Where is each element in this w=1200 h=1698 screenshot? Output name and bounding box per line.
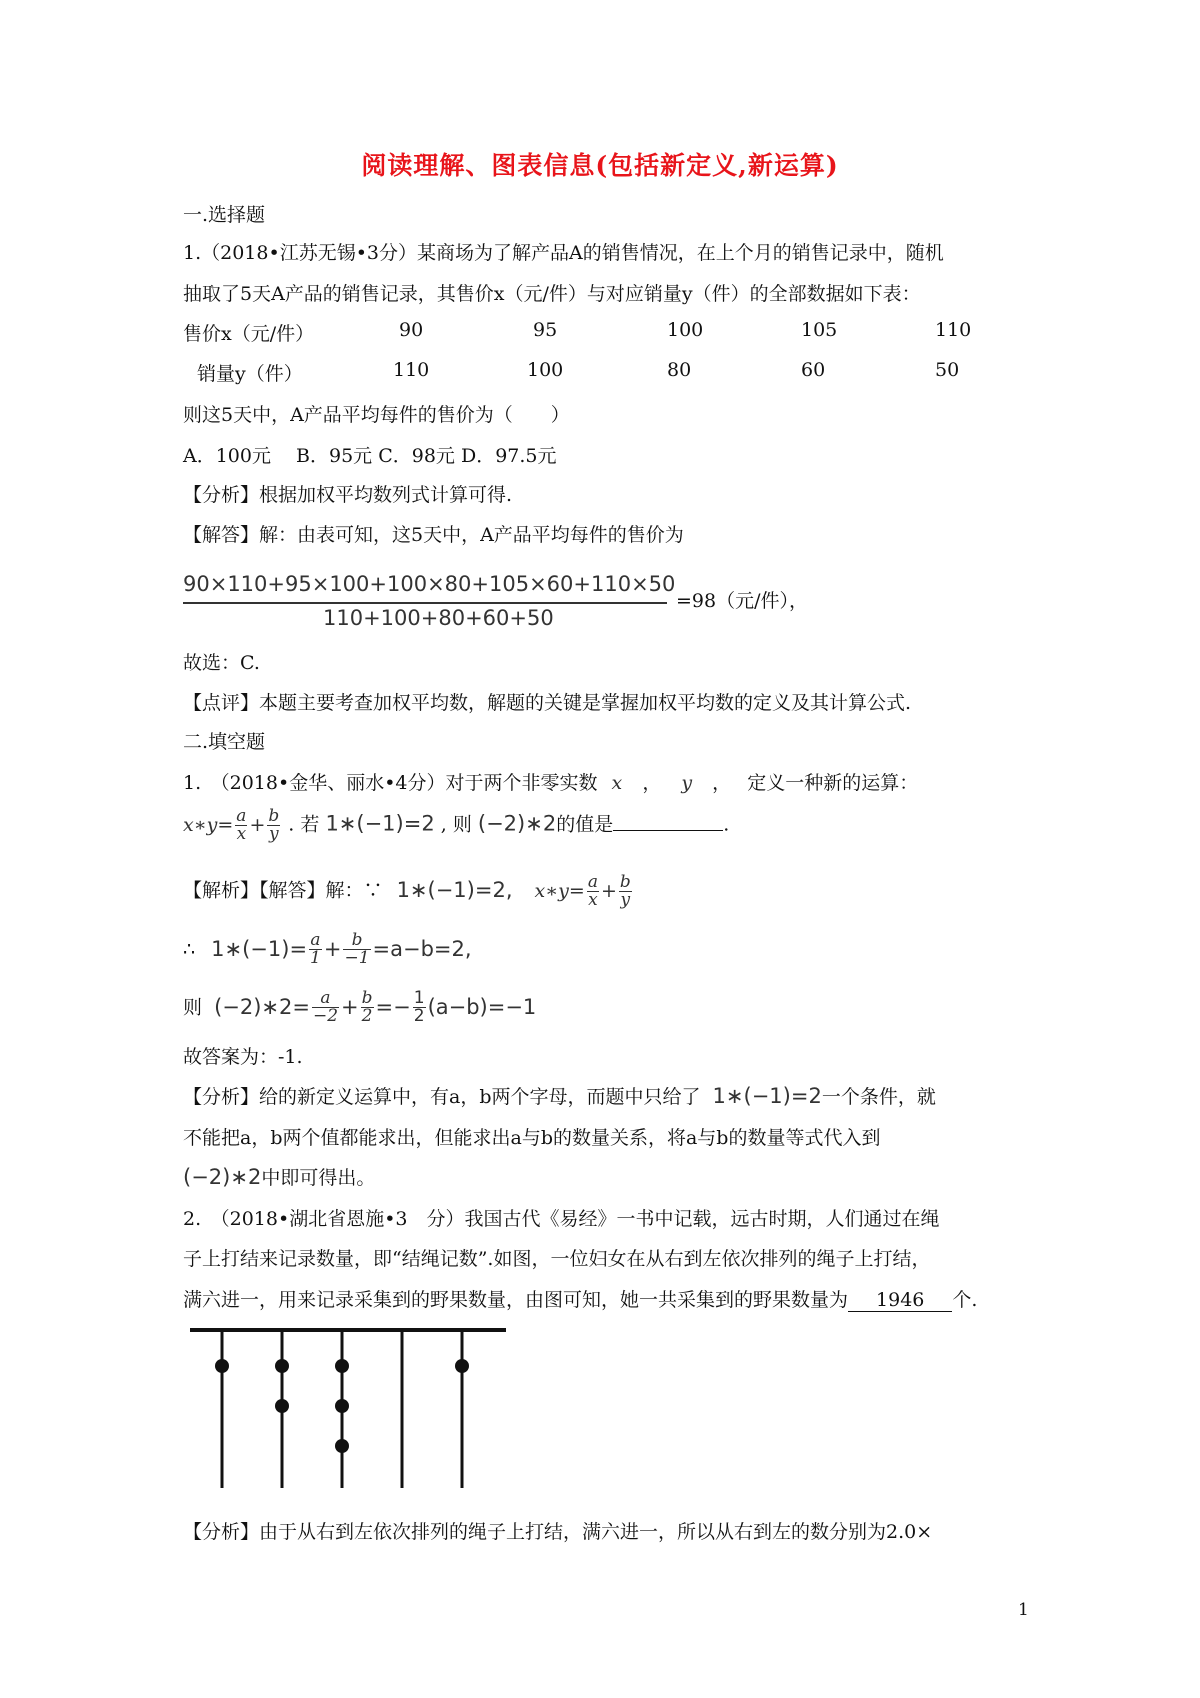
var-y: y (681, 772, 693, 794)
q2-analysis-line2: 不能把a，b两个值都能求出，但能求出a与b的数量关系，将a与b的数量等式代入到 (183, 1127, 881, 1149)
q2-analysis-line3: (−2)∗2中即可得出。 (183, 1165, 376, 1189)
table-cell: 110 (935, 319, 972, 341)
rope-knot (335, 1439, 349, 1453)
q1-data-table (183, 319, 1023, 395)
q3-analysis: 【分析】由于从右到左依次排列的绳子上打结，满六进一，所以从右到左的数分别为2.0× (183, 1521, 933, 1543)
q1-solution: 【解答】解：由表可知，这5天中，A产品平均每件的售价为 (183, 524, 684, 546)
page-title: 阅读理解、图表信息(包括新定义,新运算) (361, 151, 839, 180)
q2-text-line2: x∗y= $\frac{a}{x}$ + $\frac{b}{y}$ . 若 1∗(−1)=2 , 则 (−2)∗2的值是 . (183, 806, 730, 844)
q2-analysis-line1: 【分析】给的新定义运算中，有a，b两个字母，而题中只给了 1∗(−1)=2一个条件，就 (183, 1084, 936, 1108)
formula-numerator: 90×110+95×100+100×80+105×60+110×50 (183, 572, 676, 596)
q1-text-line2: 抽取了5天A产品的销售记录，其售价x（元/件）与对应销量y（件）的全部数据如下表： (183, 283, 921, 305)
q1-question: 则这5天中，A产品平均每件的售价为（ ） (183, 404, 570, 426)
table-row-label: 售价x（元/件） (183, 323, 315, 345)
table-cell: 50 (935, 359, 960, 381)
q1-options: A．100元 B．95元 C．98元 D．97.5元 (183, 445, 557, 467)
q3-text-line3: 满六进一，用来记录采集到的野果数量，由图可知，她一共采集到的野果数量为 1946 个. (183, 1289, 978, 1311)
answer-blank (613, 812, 723, 831)
q3-answer: 1946 (848, 1289, 952, 1312)
q1-weighted-average-formula (183, 572, 676, 630)
q1-formula-result: =98（元/件）， (676, 590, 808, 612)
formula-denominator: 110+100+80+60+50 (323, 606, 554, 630)
q1-text-line1: 1.（2018•江苏无锡•3分）某商场为了解产品A的销售情况，在上个月的销售记录中，随机 (183, 242, 944, 264)
q3-text-line2: 子上打结来记录数量，即“结绳记数”.如图，一位妇女在从右到左依次排列的绳子上打结， (183, 1248, 931, 1270)
table-cell: 90 (399, 319, 424, 341)
table-cell: 105 (801, 319, 838, 341)
var-x: x (611, 772, 623, 794)
q2-solution-line3: 则 (−2)∗2= $\frac{a}{-2}$ + $\frac{b}{2}$ =− $\frac{1}{2}$ (a−b)=−1 (183, 988, 537, 1026)
q1-choice: 故选：C. (183, 652, 260, 674)
rope-knot (215, 1359, 229, 1373)
q2-solution-line1: 【解析】【解答】解：∵ 1∗(−1)=2, x∗y= $\frac{a}{x}$ + $\frac{b}{y}$ (183, 872, 631, 910)
rope-knot (335, 1359, 349, 1373)
target-expression: (−2)∗2 (477, 811, 557, 836)
table-cell: 80 (667, 359, 692, 381)
table-cell: 110 (393, 359, 430, 381)
table-cell: 95 (533, 319, 558, 341)
q2-solution-line2: ∴ 1∗(−1)= $\frac{a}{1}$ + $\frac{b}{-1}$ =a−b=2, (183, 930, 472, 968)
rope-knot (275, 1359, 289, 1373)
q3-text-line1: 2. （2018•湖北省恩施•3 分）我国古代《易经》一书中记载，远古时期，人们通过在绳 (183, 1208, 940, 1230)
rope-knot (275, 1399, 289, 1413)
given-condition: 1∗(−1)=2 (325, 811, 435, 836)
operation-definition: x∗y= $\frac{a}{x}$ + $\frac{b}{y}$ (183, 806, 280, 844)
page-number: 1 (1018, 1600, 1029, 1620)
rope-knot (455, 1359, 469, 1373)
section-heading-fill: 二.填空题 (183, 731, 266, 753)
section-heading-choice: 一.选择题 (183, 204, 266, 226)
q2-answer: 故答案为：-1. (183, 1046, 303, 1068)
q1-review: 【点评】本题主要考查加权平均数，解题的关键是掌握加权平均数的定义及其计算公式. (183, 692, 912, 714)
table-cell: 100 (527, 359, 564, 381)
rope-knot (335, 1399, 349, 1413)
q1-analysis: 【分析】根据加权平均数列式计算可得. (183, 484, 513, 506)
table-cell: 60 (801, 359, 826, 381)
q2-text-line1: 1. （2018•金华、丽水•4分）对于两个非零实数 x ， y ， 定义一种新的运算： (183, 772, 919, 794)
fraction-bar (183, 602, 667, 604)
knot-rope-figure (190, 1328, 510, 1490)
table-row-label: 销量y（件） (197, 363, 303, 385)
table-cell: 100 (667, 319, 704, 341)
